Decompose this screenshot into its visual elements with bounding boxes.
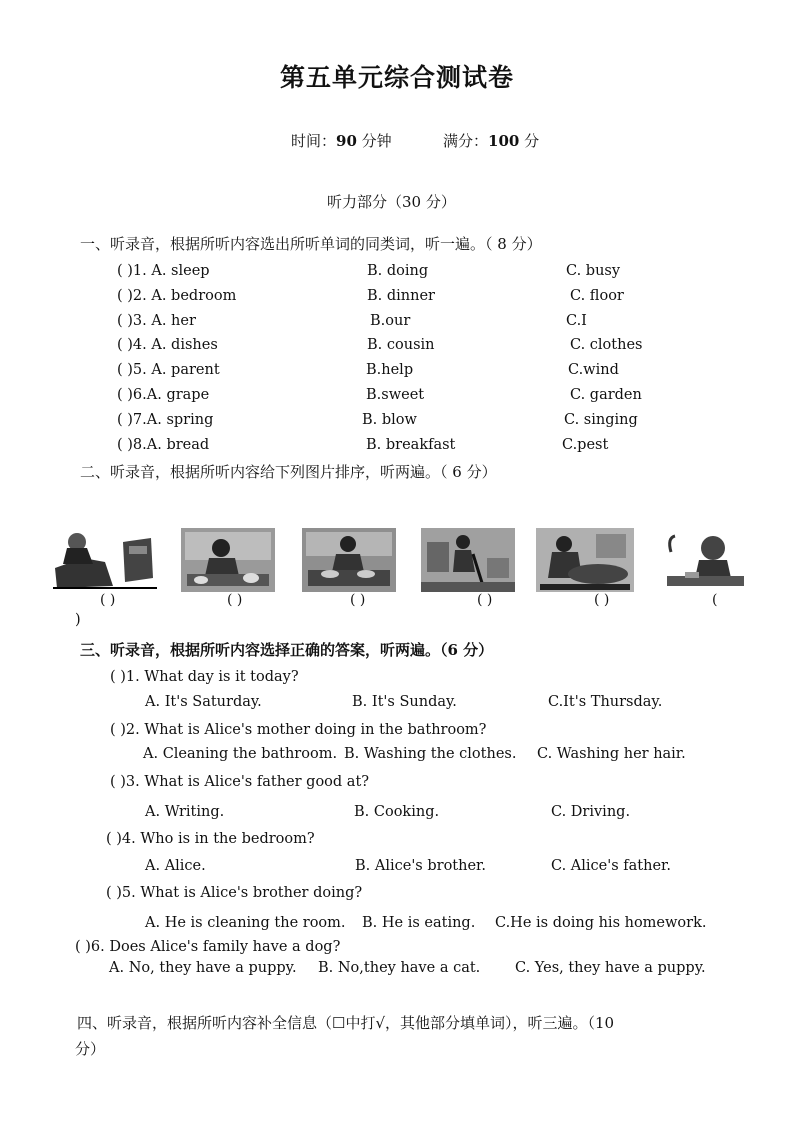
pic2-answer-blank[interactable]: ( ): [227, 592, 243, 608]
pic5-answer-blank[interactable]: ( ): [594, 592, 610, 608]
s1-item-6-a: ( )6.A. grape: [117, 387, 210, 403]
s3-q3-b: B. Cooking.: [354, 804, 440, 820]
score-unit: 分: [519, 132, 540, 150]
s1-item-3-a: ( )3. A. her: [117, 313, 196, 329]
section3-heading: 三、听录音，根据所听内容选择正确的答案，听两遍。（6 分）: [80, 641, 494, 659]
s1-item-1-b: B. doing: [367, 263, 429, 279]
s3-q1-c: C.It's Thursday.: [548, 694, 663, 710]
pic1-answer-blank[interactable]: ( ): [100, 592, 116, 608]
time-label: 时间：: [291, 132, 337, 150]
s1-item-6-c: C. garden: [570, 387, 642, 403]
picture-6-homework: [665, 528, 744, 592]
s1-item-2-c: C. floor: [570, 288, 624, 304]
s1-item-3-b: B.our: [370, 313, 411, 329]
time-unit: 分钟: [356, 132, 392, 150]
listening-header: 听力部分（30 分）: [327, 193, 456, 211]
s3-q2: ( )2. What is Alice's mother doing in the bathroom?: [110, 722, 487, 738]
s3-q2-a: A. Cleaning the bathroom.: [143, 746, 338, 762]
s3-q1-a: A. It's Saturday.: [145, 694, 262, 710]
s3-q6-a: A. No, they have a puppy.: [109, 960, 297, 976]
s3-q6: ( )6. Does Alice's family have a dog?: [75, 939, 341, 955]
s3-q4-b: B. Alice's brother.: [355, 858, 486, 874]
picture-4-sweeping: [421, 528, 515, 592]
s1-item-4-a: ( )4. A. dishes: [117, 337, 218, 353]
s3-q3: ( )3. What is Alice's father good at?: [110, 774, 370, 790]
s1-item-3-c: C.I: [566, 313, 587, 329]
s3-q5-a: A. He is cleaning the room.: [145, 915, 346, 931]
s1-item-4-c: C. clothes: [570, 337, 643, 353]
section4-heading-cont: 分）: [75, 1040, 106, 1058]
picture-1-boy-packing: [53, 528, 157, 592]
pic6-answer-blank[interactable]: (: [712, 592, 718, 608]
s1-item-2-a: ( )2. A. bedroom: [117, 288, 237, 304]
pic4-answer-blank[interactable]: ( ): [477, 592, 493, 608]
s1-item-5-a: ( )5. A. parent: [117, 362, 220, 378]
time-info: [291, 130, 392, 151]
s1-item-1-c: C. busy: [566, 263, 621, 279]
picture-2-washing-dishes: [181, 528, 275, 592]
s1-item-8-a: ( )8.A. bread: [117, 437, 210, 453]
s3-q1: ( )1. What day is it today?: [110, 669, 299, 685]
time-value: 90: [336, 132, 357, 150]
s1-item-1-a: ( )1. A. sleep: [117, 263, 210, 279]
section1-heading: 一、听录音，根据所听内容选出所听单词的同类词，听一遍。（ 8 分）: [80, 235, 542, 253]
s1-item-7-a: ( )7.A. spring: [117, 412, 214, 428]
picture-5-cleaning-table: [536, 528, 634, 592]
s3-q5: ( )5. What is Alice's brother doing?: [106, 885, 363, 901]
s3-q1-b: B. It's Sunday.: [352, 694, 457, 710]
score-info: [443, 130, 539, 151]
s1-item-5-c: C.wind: [568, 362, 619, 378]
section4-heading: 四、听录音，根据所听内容补全信息（☐中打√，其他部分填单词），听三遍。（10: [77, 1014, 615, 1032]
s3-q4: ( )4. Who is in the bedroom?: [106, 831, 315, 847]
s1-item-6-b: B.sweet: [366, 387, 425, 403]
s3-q4-c: C. Alice's father.: [551, 858, 671, 874]
s1-item-8-c: C.pest: [562, 437, 609, 453]
s3-q2-b: B. Washing the clothes.: [344, 746, 517, 762]
picture-3-cooking: [302, 528, 396, 592]
s3-q3-a: A. Writing.: [145, 804, 225, 820]
s1-item-7-c: C. singing: [564, 412, 638, 428]
s3-q3-c: C. Driving.: [551, 804, 631, 820]
pic3-answer-blank[interactable]: ( ): [350, 592, 366, 608]
score-label: 满分：: [443, 132, 489, 150]
s1-item-4-b: B. cousin: [367, 337, 435, 353]
s1-item-2-b: B. dinner: [367, 288, 435, 304]
score-value: 100: [488, 132, 520, 150]
s3-q5-c: C.He is doing his homework.: [495, 915, 707, 931]
pic6-answer-blank-close: ): [75, 612, 81, 628]
s1-item-8-b: B. breakfast: [366, 437, 456, 453]
section2-heading: 二、听录音，根据所听内容给下列图片排序，听两遍。（ 6 分）: [80, 463, 497, 481]
s1-item-7-b: B. blow: [362, 412, 417, 428]
page-title: 第五单元综合测试卷: [279, 63, 514, 92]
s3-q5-b: B. He is eating.: [362, 915, 476, 931]
s3-q2-c: C. Washing her hair.: [537, 746, 686, 762]
s1-item-5-b: B.help: [366, 362, 414, 378]
s3-q6-b: B. No,they have a cat.: [318, 960, 481, 976]
s3-q4-a: A. Alice.: [145, 858, 206, 874]
s3-q6-c: C. Yes, they have a puppy.: [515, 960, 706, 976]
